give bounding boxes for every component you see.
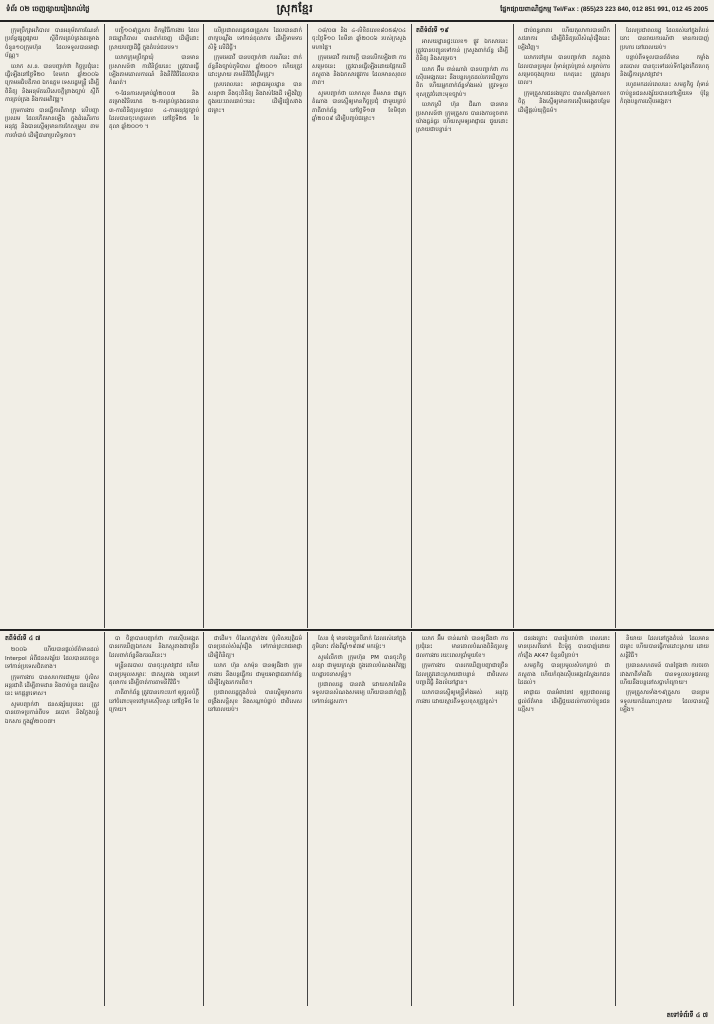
article-paragraph: បន្ទាប់ពីទទួលបានព័ត៌មាន កម្លាំងនគរបាល បានចុះទៅដល់ទីកន្លែងកើតហេតុ និងធ្វើការស្រាវជ្រាវ។ [620,55,709,79]
article-column [309,26,409,626]
page-header [0,0,714,22]
article-column [106,26,202,626]
article-paragraph: ក្រុមមេធាវី បានបញ្ជាក់ថា ករណីនេះ ពាក់ព័ន្ធនឹងច្បាប់ភូមិបាល ឆ្នាំ២០០១ ហើយត្រូវដោះស្រាយ តាមនីតិវិធីត្រឹមត្រូវ។ [208,55,302,79]
article-column [205,26,305,626]
article-column [515,26,613,626]
article-paragraph: ក្រុមគ្រួសារទាំង១៩គ្រួសារ បានព្រមទទួលយកដំណោះស្រាយ ដែលបានស្នើឡើង។ [620,690,709,714]
column-divider [203,632,204,1006]
column-divider [411,632,412,1006]
article-column [2,26,102,626]
article-paragraph: អាជ្ញាធរ បានអំពាវនាវ ឲ្យប្រជាពលរដ្ឋ ផ្តល់ព័ត៌មាន ដើម្បីជួយដល់ការចាប់ខ្លួនជនល្មើស។ [518,690,610,714]
column-divider [104,632,105,1006]
article-paragraph: លោក អ៊ឹម ចាន់ណារ៉ា បានបញ្ជាក់ថា ការស៊ើបអង្កេតនេះ នឹងបន្តរហូតដល់រកឃើញការពិត ហើយអ្នកពាក់ព័ន្ធទាំងអស់ ត្រូវទទួលខុសត្រូវចំពោះមុខច្បាប់។ [416,66,508,98]
article-column [2,634,102,1004]
article-paragraph: ជនរងគ្រោះ បានរៀបរាប់ថា ពេលនោះ មានបុរសពីរនាក់ ជិះម៉ូតូ បានបាញ់ដោយកាំភ្លើង AK47 ចំនួនបីគ្រាប់។ [518,636,610,659]
article-paragraph: លោក ស.ន. បានបញ្ជាក់ថា កិច្ចប្រជុំនេះ ធ្វើឡើងនៅថ្ងៃទី២០ ខែមករា ឆ្នាំ២០០៦ ក្រោមអធិបតីភាព ឯកឧត្តម ទេសរដ្ឋមន្ត្រី ដើម្បីពិនិត្យ និងអនុម័តលើសេចក្តីព្រាងច្បាប់ ស្តីពីការគ្រប់គ្រង និងការអភិវឌ្ឍ។ [5,63,99,104]
article-paragraph: លោកចៅក្រម បានបញ្ជាក់ថា ភស្តុតាងដែលបានប្រមូល ពុំទាន់គ្រប់គ្រាន់ សម្រាប់ការសម្រេចចុងក្រោយ ហេតុនេះ ត្រូវពន្យារពេល។ [518,55,610,87]
section-divider [0,629,714,631]
column-divider [307,24,308,628]
article-column [413,634,511,1004]
article-paragraph: ០៨/០៣ និង ៤-លិខិតលេខ៨០៥៨/០៤ ចុះថ្ងៃទី១០ ខែមីនា ឆ្នាំ២០០៦ របស់ក្រសួងមហាផ្ទៃ។ [312,28,406,51]
column-divider [104,24,105,628]
article-paragraph: និយាយ ដែលនៅក្នុងតំបន់ ដែលមានជម្លោះ ហើយបានធ្វើការដោះស្រាយ ដោយសន្តិវិធី។ [620,636,709,659]
article-paragraph: ក្រុមការងារ បានធ្វើការពិភាក្សា លើបញ្ហាប្រឈម ដែលកើតមានឡើង ក្នុងដំណើរការអនុវត្ត និងបានស្នើឲ្យមានការកែសម្រួល តាមការចាំបាច់ ដើម្បីធានាប្រសិទ្ធភាព។ [5,107,99,139]
article-paragraph: សូមបញ្ជាក់ថា ជនសង្ស័យរូបនេះ ត្រូវបានចោទប្រកាន់ពីបទ ឆបោក និងក្លែងបន្លំឯកសារ ក្នុងឆ្នាំ២០០៧។ [5,701,99,725]
article-paragraph: លោក អ៊ឹម ចាន់ណារ៉ា បានឲ្យដឹងថា ការប្រជុំនេះ មានគោលបំណងពិនិត្យលទ្ធផលការងារ រយៈពេលប្រាំមួយខែ។ [416,636,508,659]
article-column [413,26,511,626]
article-paragraph: សូមបញ្ជាក់ថា លោកសុខ គឹមសាន ជាអ្នកតំណាង បានស្នើឲ្យមានកិច្ចប្រជុំ ជាមួយគ្រប់ភាគីពាក់ព័ន្ធ នៅថ្ងៃទី១៧ ខែមិថុនា ឆ្នាំ២០០៩ ដើម្បីបញ្ចប់ជម្លោះ។ [312,90,406,123]
article-column [106,634,202,1004]
column-divider [203,24,204,628]
article-paragraph: ក្រុមការងារ បានរកឃើញបញ្ហាជាច្រើន ដែលត្រូវដោះស្រាយជាបន្ទាន់ ជាពិសេសបញ្ហាដីធ្លី និងលំនៅដ្ឋាន។ [416,663,508,687]
article-paragraph: ជាដើម។ ចំណែកភ្នាក់ងារ ប៉ូលិសយុត្តិធម៌ បានប្រគល់សំណុំរឿង ទៅកាន់ព្រះរាជអាជ្ញា ដើម្បីពិនិត្យ។ [208,636,302,659]
article-paragraph: លោកស្រី ហ៊ុន ជីណា បានមានប្រសាសន៍ថា ក្រុមគ្រួសារ បានរងការខូចខាតយ៉ាងធ្ងន់ធ្ងរ ហើយសូមឲ្យអាជ្ញាធរ ជួយដោះស្រាយជាបន្ទាន់។ [416,102,508,134]
column-divider [615,24,616,628]
article-column [617,634,712,1004]
column-divider [411,24,412,628]
column-divider [513,632,514,1006]
column-divider [615,632,616,1006]
article-paragraph: លោក ហ៊ុន សាម៉ុន បានឲ្យដឹងថា ក្រុមការងារ នឹងបន្តធ្វើការ ជាមួយអាជ្ញាធរពាក់ព័ន្ធ ដើម្បីស្វែងរកការពិត។ [208,663,302,687]
article-paragraph: ប្រជាពលរដ្ឋ បានតវ៉ា ដោយសារតែមិនទទួលបានសំណងសមរម្យ ហើយបានដាក់ញត្តិ ទៅកាន់រដ្ឋសភា។ [312,682,406,705]
article-paragraph: លើប្រជាពលរដ្ឋ៥៣គ្រួសារ ដែលបានដាក់ពាក្យបណ្តឹង ទៅកាន់តុលាការ ដើម្បីទាមទារសិទ្ធិ លើដីធ្លី។ [208,28,302,51]
article-column [205,634,305,1004]
article-paragraph: ក្រុមមេធាវី ការពារក្តី បានលើកឡើងថា ការសម្រេចនេះ ត្រូវបានធ្វើឡើងដោយផ្អែកលើភស្តុតាង និងឯកសារផ្លូវការ ដែលមានសុពលភាព។ [312,55,406,87]
article-column [617,26,712,626]
article-paragraph: ជាប់ពន្ធនាគារ ហើយតុលាការបានបើកសវនាការ ដើម្បីពិនិត្យលើសំណុំរឿងនេះ ឡើងវិញ។ [518,28,610,51]
contact-info: ផ្នែកផ្សាយពាណិជ្ជកម្ម Tel/Fax : (855)23 223 840, 012 851 991, 012 45 2005 [500,5,708,13]
article-paragraph: ដែលប្រជាពលរដ្ឋ ដែលរស់នៅក្នុងតំបន់នោះ បានរាយការណ៍ថា មានការបាញ់ប្រហារ នៅពេលយប់។ [620,28,709,51]
article-paragraph: ស្របពេលនេះ អាជ្ញាធរមូលដ្ឋាន បានសន្យាថា នឹងចុះពិនិត្យ និងវាស់វែងដី ឡើងវិញ ក្នុងរយៈពេលឆាប់ៗនេះ ដើម្បីជៀសវាងជម្លោះ។ [208,82,302,114]
article-paragraph: សមត្ថកិច្ច បានប្រមូលសំបកគ្រាប់ ជាភស្តុតាង ហើយកំពុងស៊ើបអង្កេតស្វែងរកជនដៃដល់។ [518,663,610,687]
article-paragraph: ក្រុមប្រឹក្សាអភិបាល បានអនុម័តការណែនាំ ប្រព័ន្ធផ្សព្វផ្សាយ ស្តីពីការគ្រប់គ្រងគម្រោងចំនួន១០ក្រុមហ៊ុន ដែលទទួលបានអាជ្ញាប័ណ្ណ។ [5,28,99,60]
continued-label: តពីទំព័រទី ៤ ៧ [5,635,41,642]
column-divider [513,24,514,628]
article-paragraph: ប្រធានសហគមន៍ បានថ្លែងថា ការចរចា រវាងភាគីទាំងពីរ បានទទួលលទ្ធផលល្អ ហើយនឹងបន្តនៅសប្តាហ៍ក្រោយ។ [620,663,709,687]
article-paragraph: អាសយដ្ឋានផ្ទះលេខ១ ផ្លូវ ឯកសារនេះ ត្រូវបានបញ្ជូនទៅកាន់ ក្រសួងពាក់ព័ន្ធ ដើម្បីពិនិត្យ និងសម្រេច។ [416,39,508,63]
article-paragraph: បា ចិន្តាបានបញ្ជាក់ថា ការស៊ើបអង្កេត បានរកឃើញឯកសារ និងភស្តុតាងជាច្រើន ដែលពាក់ព័ន្ធនឹងករណីនេះ។ [109,636,199,659]
article-paragraph: ក្រុមគ្រួសារជនរងគ្រោះ បានសម្តែងការខកចិត្ត និងស្នើឲ្យមានការស៊ើបអង្កេតបន្ថែម ដើម្បីផ្តល់យុត្តិធម៌។ [518,90,610,114]
continued-label: តពីទំព័រទី ១៩ [416,27,449,34]
article-paragraph: សែន ឌុំ មានបងប្អូនបីនាក់ ដែលរស់នៅក្នុងភូមិនោះ តាំងពីឆ្នាំ១៩៧៩ មកម្ល៉េះ។ [312,636,406,651]
article-paragraph: រហូតមកដល់ពេលនេះ សមត្ថកិច្ច ពុំទាន់ចាប់ខ្លួនជនសង្ស័យបាននៅឡើយទេ ប៉ុន្តែកំពុងបន្តការស៊ើបអង្កេត។ [620,82,709,106]
column-divider [307,632,308,1006]
article-paragraph: ភាគីពាក់ព័ន្ធ ត្រូវបានកោះហៅ ឲ្យចូលបំភ្លឺ នៅចំពោះមុខចៅក្រមស៊ើបសួរ នៅថ្ងៃទី៥ ខែក្រោយ។ [109,690,199,714]
article-paragraph: ១-ផែនការសម្រាប់ឆ្នាំ២០០៧ និងគម្រោងវិនិយោគ ២-ការគ្រប់គ្រងធនធាន ៣-ការពិនិត្យលទ្ធផល ៤-ការអនុវត្តច្បាប់ ដែលបានចុះហត្ថលេខា នៅថ្ងៃទី២៥ ខែតុលា ឆ្នាំ២០០១ ។ [109,90,199,131]
article-paragraph: បញ្ជី១០៩គ្រួសារ ពីកម្មវិធីការងារ ដែលរាជរដ្ឋាភិបាល បានដាក់ចេញ ដើម្បីដោះស្រាយបញ្ហាដីធ្លី ក្នុងតំបន់ជនបទ។ [109,28,199,51]
article-paragraph: ប្រជាពលរដ្ឋក្នុងតំបន់ បានស្នើឲ្យមានការពង្រឹងសន្តិសុខ និងសណ្តាប់ធ្នាប់ ជាពិសេសនៅពេលយប់។ [208,690,302,714]
masthead-title: ស្រុកខ្មែរ [276,2,314,15]
continued-footer: តទៅទំព័រទី ៤ ៧ [666,1011,708,1019]
article-paragraph: ២០០៦ ហើយបានផ្តល់ព័ត៌មានដល់ Interpol អំពីជនសង្ស័យ ដែលបានគេចខ្លួនទៅកាន់ប្រទេសជិតខាង។ [5,647,99,671]
article-paragraph: មន្ត្រីនគរបាល បានចុះស្រាវជ្រាវ ហើយបានប្រមូលសម្ភារៈ ជាភស្តុតាង បញ្ជូនទៅតុលាការ ដើម្បីចាត់ការតាមនីតិវិធី។ [109,663,199,687]
article-paragraph: សូមរំលឹកថា ក្រុមហ៊ុន PM បានចុះកិច្ចសន្យា ជាមួយក្រសួង ក្នុងគោលបំណងអភិវឌ្ឍហេដ្ឋារចនាសម្ព័ន្ធ។ [312,654,406,678]
article-paragraph: លោកបានស្នើឲ្យមន្ត្រីទាំងអស់ អនុវត្តការងារ ដោយស្មារតីទទួលខុសត្រូវខ្ពស់។ [416,690,508,705]
article-column [309,634,409,1004]
article-paragraph: ក្រុមការងារ បានសហការជាមួយ ប៉ូលិសអន្តរជាតិ ដើម្បីតាមដាន និងចាប់ខ្លួន ជនល្មើសនេះ មកផ្តន្ទាទោស។ [5,674,99,698]
article-paragraph: លោកក្រុមប្រឹក្សាឃុំ បានមានប្រសាសន៍ថា ការវិនិច្ឆ័យនេះ ត្រូវបានធ្វើឡើងតាមគោលការណ៍ និងនីតិវិធីដែលបានកំណត់។ [109,55,199,87]
article-column [515,634,613,1004]
page-label: ទំព័រ ០២ ចេញផ្សាយរៀងរាល់ថ្ងៃ [6,5,90,13]
